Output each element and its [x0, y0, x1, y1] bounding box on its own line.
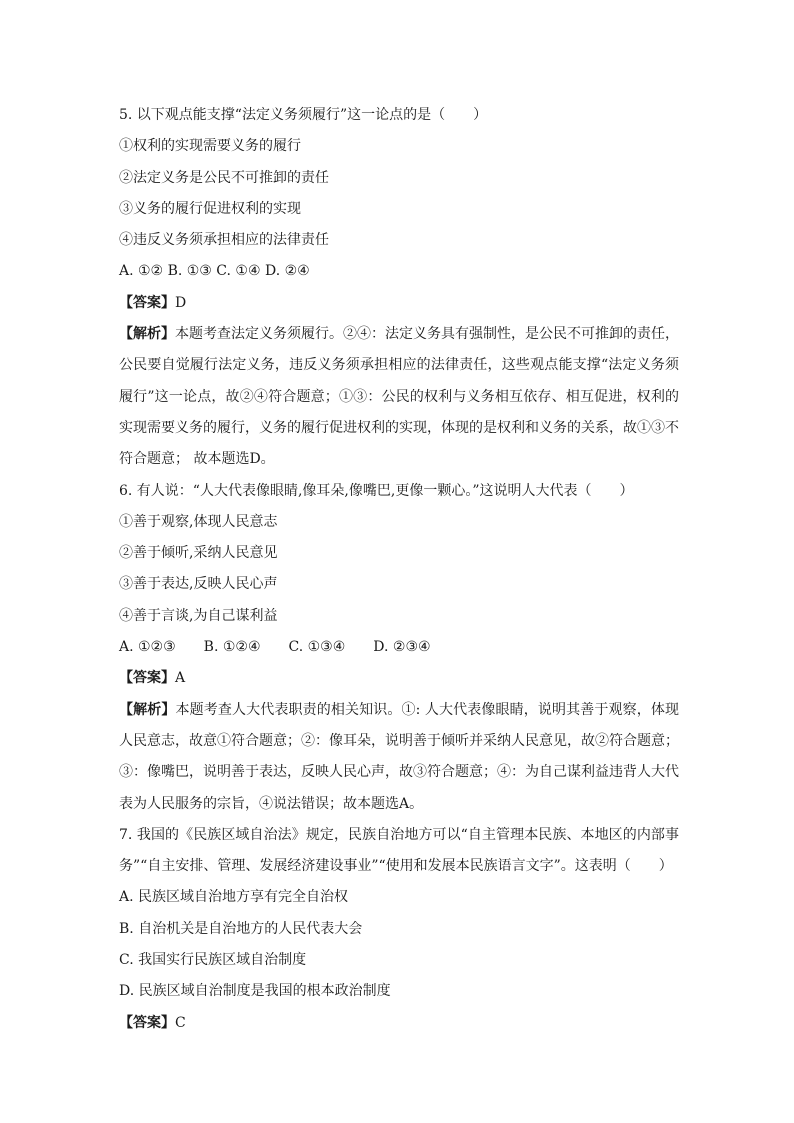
analysis-tag: 【解析】 [119, 326, 175, 343]
statement-option: ④善于言谈,为自己谋利益 [119, 607, 278, 624]
choice-option: A. 民族区域自治地方享有完全自治权 [119, 889, 349, 906]
answer-value: C [175, 1014, 186, 1031]
analysis-paragraph [119, 319, 679, 475]
answer-tag: 【答案】 [119, 670, 175, 687]
statement-option: ③善于表达,反映人民心声 [119, 576, 278, 593]
statement-option: ④违反义务须承担相应的法律责任 [119, 232, 329, 249]
choice-option: C. 我国实行民族区域自治制度 [119, 952, 307, 969]
answer-tag: 【答案】 [119, 1014, 175, 1031]
analysis-tag: 【解析】 [119, 701, 176, 718]
question-stem: 5. 以下观点能支撑“法定义务须履行”这一论点的是（ ） [119, 107, 488, 123]
analysis-text: 本题考查人大代表职责的相关知识。①: 人大代表像眼睛，说明其善于观察，体现人民意志，故意①符合题意；②：像耳朵，说明善于倾听并采纳人民意见，故②符合题意；③：像嘴巴，说明善于表达，反映人民心声，故③符合题意；④：为自己谋利益违背人大代表为人民服务的宗旨，④说法错误；故本题选A。 [119, 701, 679, 812]
analysis-text: 本题考查法定义务须履行。②④：法定义务具有强制性，是公民不可推卸的责任，公民要自觉履行法定义务，违反义务须承担相应的法律责任，这些观点能支撑“法定义务须履行”这一论点，故②④符合题意；①③：公民的权利与义务相互依存、相互促进，权利的实现需要义务的履行，义务的履行促进权利的实现，体现的是权利和义务的关系，故①③不符合题意； 故本题选D。 [119, 326, 679, 468]
document-page [119, 100, 679, 1039]
answer-value: D [175, 294, 187, 311]
question-stem: 6. 有人说：“人大代表像眼睛,像耳朵,像嘴巴,更像一颗心。”这说明人大代表（ ） [119, 482, 634, 499]
answer-line [119, 288, 679, 319]
answer-value: A [175, 670, 186, 687]
choice-option: B. 自治机关是自治地方的人民代表大会 [119, 920, 363, 937]
question-stem: 7. 我国的《民族区域自治法》规定，民族自治地方可以“自主管理本民族、本地区的内部事务”“自主安排、管理、发展经济建设事业”“使用和发展本民族语言文字”。这表明（ ） [119, 826, 679, 875]
answer-tag: 【答案】 [119, 294, 175, 311]
answer-choices: A. ①②③ B. ①②④ C. ①③④ D. ②③④ [119, 639, 431, 656]
statement-option: ②法定义务是公民不可推卸的责任 [119, 169, 329, 186]
statement-option: ②善于倾听,采纳人民意见 [119, 545, 278, 562]
statement-option: ③义务的履行促进权利的实现 [119, 200, 301, 217]
statement-option: ①善于观察,体现人民意志 [119, 513, 278, 530]
answer-line [119, 663, 679, 694]
answer-choices: A. ①② B. ①③ C. ①④ D. ②④ [119, 263, 310, 280]
analysis-paragraph [119, 695, 679, 820]
choice-option: D. 民族区域自治制度是我国的根本政治制度 [119, 983, 391, 1000]
answer-line [119, 1008, 679, 1039]
statement-option: ①权利的实现需要义务的履行 [119, 138, 301, 155]
